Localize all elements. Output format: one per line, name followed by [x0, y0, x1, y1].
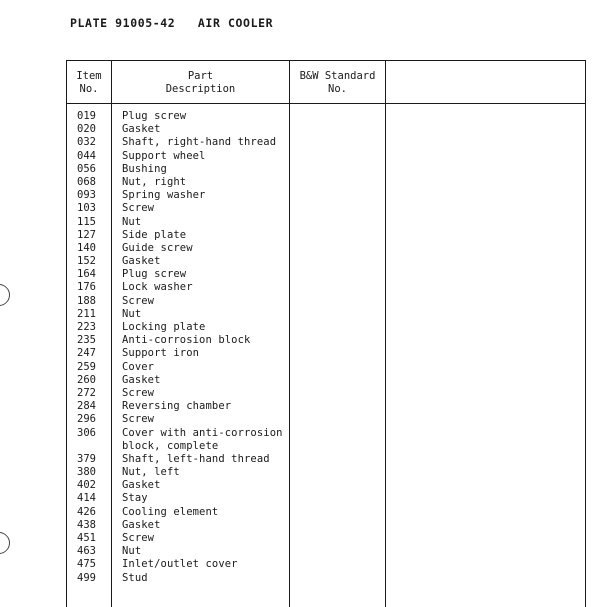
table-row [67, 268, 387, 281]
part-description: Stud [122, 571, 148, 584]
table-row [67, 281, 387, 294]
item-number: 475 [77, 558, 96, 571]
part-description: Gasket [122, 373, 161, 386]
item-number: 306 [77, 426, 96, 439]
table-row [67, 479, 387, 492]
part-description: Support wheel [122, 149, 206, 162]
table-row [67, 347, 387, 360]
item-number: 093 [77, 189, 96, 202]
table-row [67, 255, 387, 268]
table-row [67, 334, 387, 347]
header-item-line2: No. [79, 83, 99, 95]
table-row [67, 400, 387, 413]
table-row [67, 374, 387, 387]
header-part-line2: Description [165, 83, 236, 95]
item-number: 259 [77, 360, 96, 373]
part-description: Plug screw [122, 268, 187, 281]
header-standard-line1: B&W Standard [299, 70, 376, 82]
table-row [67, 361, 387, 374]
item-number: 463 [77, 545, 96, 558]
item-number: 379 [77, 452, 96, 465]
part-description: Reversing chamber [122, 400, 232, 413]
header-item-no [67, 70, 111, 96]
table-row [67, 387, 387, 400]
page-title: PLATE 91005-42 AIR COOLER [70, 16, 274, 30]
part-description: Screw [122, 532, 155, 544]
table-row [67, 189, 387, 202]
table-row [67, 242, 387, 255]
part-description: Nut, right [122, 175, 187, 188]
item-number: 223 [77, 321, 96, 333]
table-row [67, 466, 387, 479]
binder-hole-mark [0, 527, 15, 558]
part-description: Shaft, left-hand thread [122, 452, 270, 465]
table-row [67, 519, 387, 532]
table-row [67, 163, 387, 176]
item-number: 426 [77, 505, 96, 518]
part-description: Gasket [122, 123, 161, 136]
part-description: Screw [122, 202, 155, 215]
item-number: 380 [77, 466, 96, 479]
table-row [67, 136, 387, 149]
part-description: Bushing [122, 162, 167, 175]
part-description: Support iron [122, 347, 200, 360]
item-number: 414 [77, 492, 96, 505]
part-description: Cooling element [122, 505, 219, 518]
item-number: 247 [77, 347, 96, 360]
table-row [67, 453, 387, 466]
item-number: 019 [77, 110, 96, 122]
item-number: 103 [77, 202, 96, 215]
item-number [67, 440, 111, 453]
part-description: Gasket [122, 255, 161, 268]
part-description: Lock washer [122, 281, 193, 294]
part-description: Screw [122, 413, 155, 426]
part-description: Cover [122, 360, 155, 373]
part-description: Gasket [122, 479, 161, 492]
part-description: Locking plate [122, 321, 206, 333]
parts-list [67, 110, 387, 585]
table-row [67, 492, 387, 505]
part-description: Plug screw [122, 110, 187, 122]
table-row [67, 202, 387, 215]
header-part-description [112, 70, 289, 96]
part-description: Stay [122, 492, 148, 505]
part-description: Side plate [122, 228, 187, 241]
header-item-line1: Item [76, 70, 102, 82]
item-number: 272 [77, 386, 96, 399]
header-standard-line2: No. [328, 83, 347, 95]
table-row [67, 308, 387, 321]
part-description: Spring washer [122, 189, 206, 202]
parts-table [66, 60, 586, 607]
item-number: 152 [77, 255, 96, 268]
table-row [67, 295, 387, 308]
table-row [67, 150, 387, 163]
item-number: 164 [77, 268, 96, 281]
part-description: Inlet/outlet cover [122, 558, 238, 571]
item-number: 438 [77, 518, 96, 531]
item-number: 140 [77, 241, 96, 254]
table-row [67, 123, 387, 136]
part-description: Nut, left [122, 466, 180, 479]
table-row [67, 440, 387, 453]
part-description: Screw [122, 386, 155, 399]
item-number: 056 [77, 162, 96, 175]
table-row [67, 216, 387, 229]
header-divider [67, 103, 585, 104]
binder-hole-mark [0, 279, 15, 310]
item-number: 296 [77, 413, 96, 426]
part-description: Guide screw [122, 241, 193, 254]
item-number: 188 [77, 294, 96, 307]
part-description: Screw [122, 294, 155, 307]
table-row [67, 532, 387, 545]
item-number: 020 [77, 123, 96, 136]
table-row [67, 427, 387, 440]
part-description: Shaft, right-hand thread [122, 136, 277, 149]
item-number: 284 [77, 400, 96, 413]
item-number: 499 [77, 571, 96, 584]
part-description: Nut [122, 307, 142, 320]
item-number: 127 [77, 228, 96, 241]
header-bw-standard-no [290, 70, 385, 96]
table-row [67, 558, 387, 571]
item-number: 032 [77, 136, 96, 149]
table-row [67, 545, 387, 558]
table-row [67, 413, 387, 426]
table-row [67, 229, 387, 242]
item-number: 235 [77, 334, 96, 347]
part-description: Anti-corrosion block [122, 334, 251, 347]
part-description: Nut [122, 215, 142, 228]
item-number: 044 [77, 149, 96, 162]
table-row [67, 176, 387, 189]
table-row [67, 506, 387, 519]
item-number: 068 [77, 175, 96, 188]
table-row [67, 321, 387, 334]
item-number: 176 [77, 281, 96, 294]
part-description: Gasket [122, 518, 161, 531]
item-number: 451 [77, 532, 96, 544]
item-number: 115 [77, 215, 96, 228]
table-row [67, 110, 387, 123]
table-row [67, 572, 387, 585]
part-description: block, complete [122, 439, 219, 452]
item-number: 402 [77, 479, 96, 492]
header-part-line1: Part [187, 70, 214, 82]
part-description: Cover with anti-corrosion [122, 426, 283, 439]
item-number: 211 [77, 307, 96, 320]
part-description: Nut [122, 545, 142, 558]
item-number: 260 [77, 373, 96, 386]
